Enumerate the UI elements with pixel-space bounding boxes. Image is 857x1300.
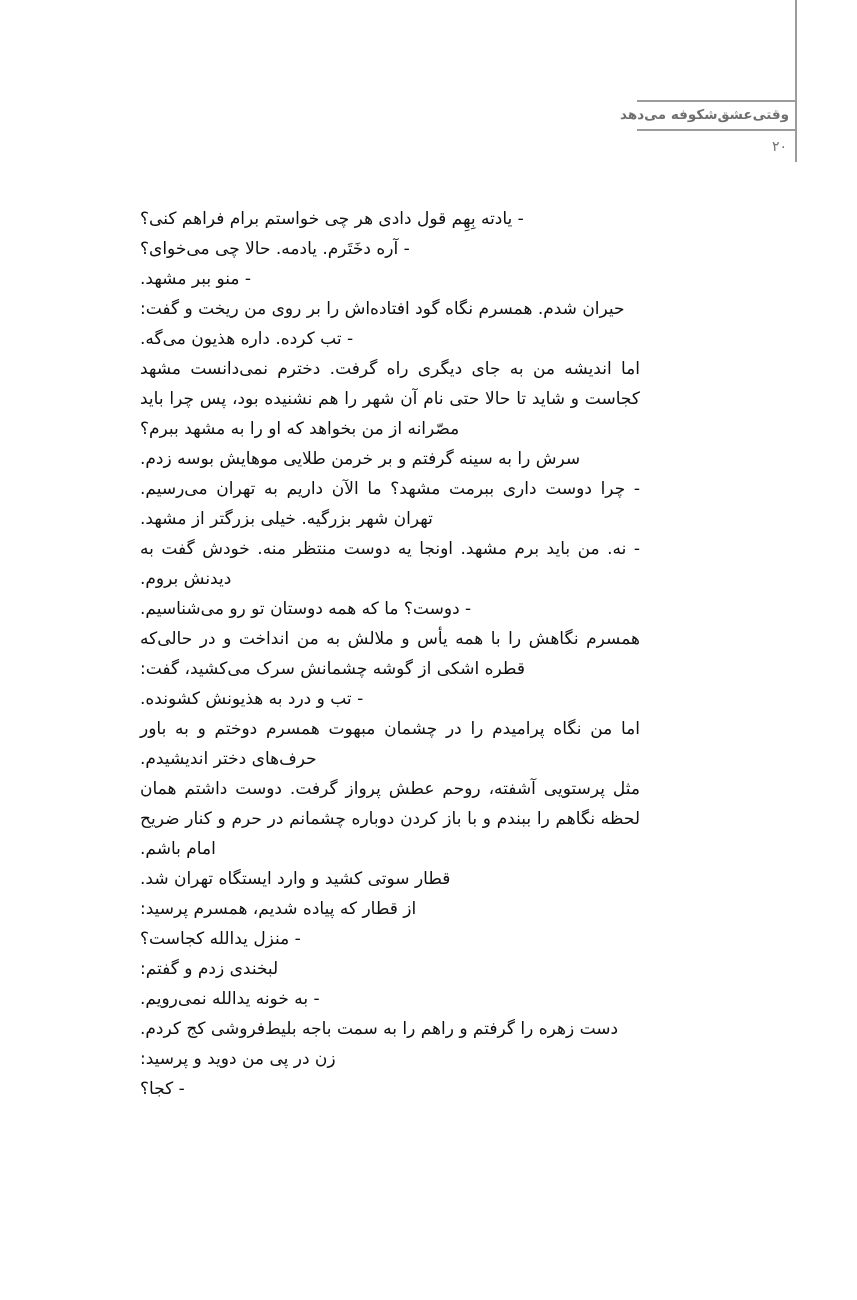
body-line: همسرم نگاهش را با همه یأس و ملالش به من انداخت و در حالی‌که قطره اشکی از گوشه چشمانش سرک می‌کشید، گفت:: [140, 629, 640, 679]
body-line: - چرا دوست داری ببرمت مشهد؟ ما الآن داریم به تهران می‌رسیم. تهران شهر بزرگیه. خیلی بزرگتر از مشهد.: [140, 479, 640, 529]
body-line: - یادته بِهِم قول دادی هر چی خواستم برام فراهم کنی؟: [140, 209, 524, 229]
body-line: - نه. من باید برم مشهد. اونجا یه دوست منتظر منه. خودش گفت به دیدنش بروم.: [140, 539, 640, 589]
page-number-box: [637, 131, 795, 162]
body-line: - به خونه یدالله نمی‌رویم.: [140, 989, 320, 1009]
body-line: از قطار که پیاده شدیم، همسرم پرسید:: [140, 899, 417, 919]
body-line: - کجا؟: [140, 1079, 185, 1099]
body-line: - تب کرده. داره هذیون می‌گه.: [140, 329, 354, 349]
header-vertical-rule: [795, 0, 797, 162]
body-line: - آره دخَتَرم. یادمه. حالا چی می‌خوای؟: [140, 239, 410, 259]
running-head-block: [620, 0, 797, 162]
body-line: اما اندیشه من به جای دیگری راه گرفت. دخترم نمی‌دانست مشهد کجاست و شاید تا حالا حتی نام آن شهر را هم نشنیده بود، پس چرا باید مصّرانه از من بخواهد که او را به مشهد ببرم؟: [140, 359, 640, 439]
body-line: حیران شدم. همسرم نگاه گود افتاده‌اش را بر روی من ریخت و گفت:: [140, 299, 625, 319]
body-line: سرش را به سینه گرفتم و بر خرمن طلایی موهایش بوسه زدم.: [140, 449, 581, 469]
page-number-text: ۲۰: [771, 138, 787, 155]
body-line: دست زهره را گرفتم و راهم را به سمت باجه بلیط‌فروشی کج کردم.: [140, 1019, 619, 1039]
body-line: مثل پرستویی آشفته، روحم عطش پرواز گرفت. دوست داشتم همان لحظه نگاهم را ببندم و با باز کردن دوباره چشمانم در حرم و کنار ضریح امام باشم.: [140, 779, 640, 859]
running-title-box: [620, 100, 795, 131]
body-line: - منو ببر مشهد.: [140, 269, 252, 289]
body-line: قطار سوتی کشید و وارد ایستگاه تهران شد.: [140, 869, 451, 889]
body-line: لبخندی زدم و گفتم:: [140, 959, 279, 979]
body-line: - منزل یدالله کجاست؟: [140, 929, 301, 949]
body-line: اما من نگاه پرامیدم را در چشمان مبهوت همسرم دوختم و به باور حرف‌های دختر اندیشیدم.: [140, 719, 640, 769]
body-line: زن در پی من دوید و پرسید:: [140, 1049, 336, 1069]
body-text-block: [140, 204, 640, 1104]
running-title-text: وقتی‌عشق‌شکوفه می‌دهد: [620, 106, 789, 123]
body-line: - دوست؟ ما که همه دوستان تو رو می‌شناسیم.: [140, 599, 472, 619]
body-line: - تب و درد به هذیونش کشونده.: [140, 689, 364, 709]
